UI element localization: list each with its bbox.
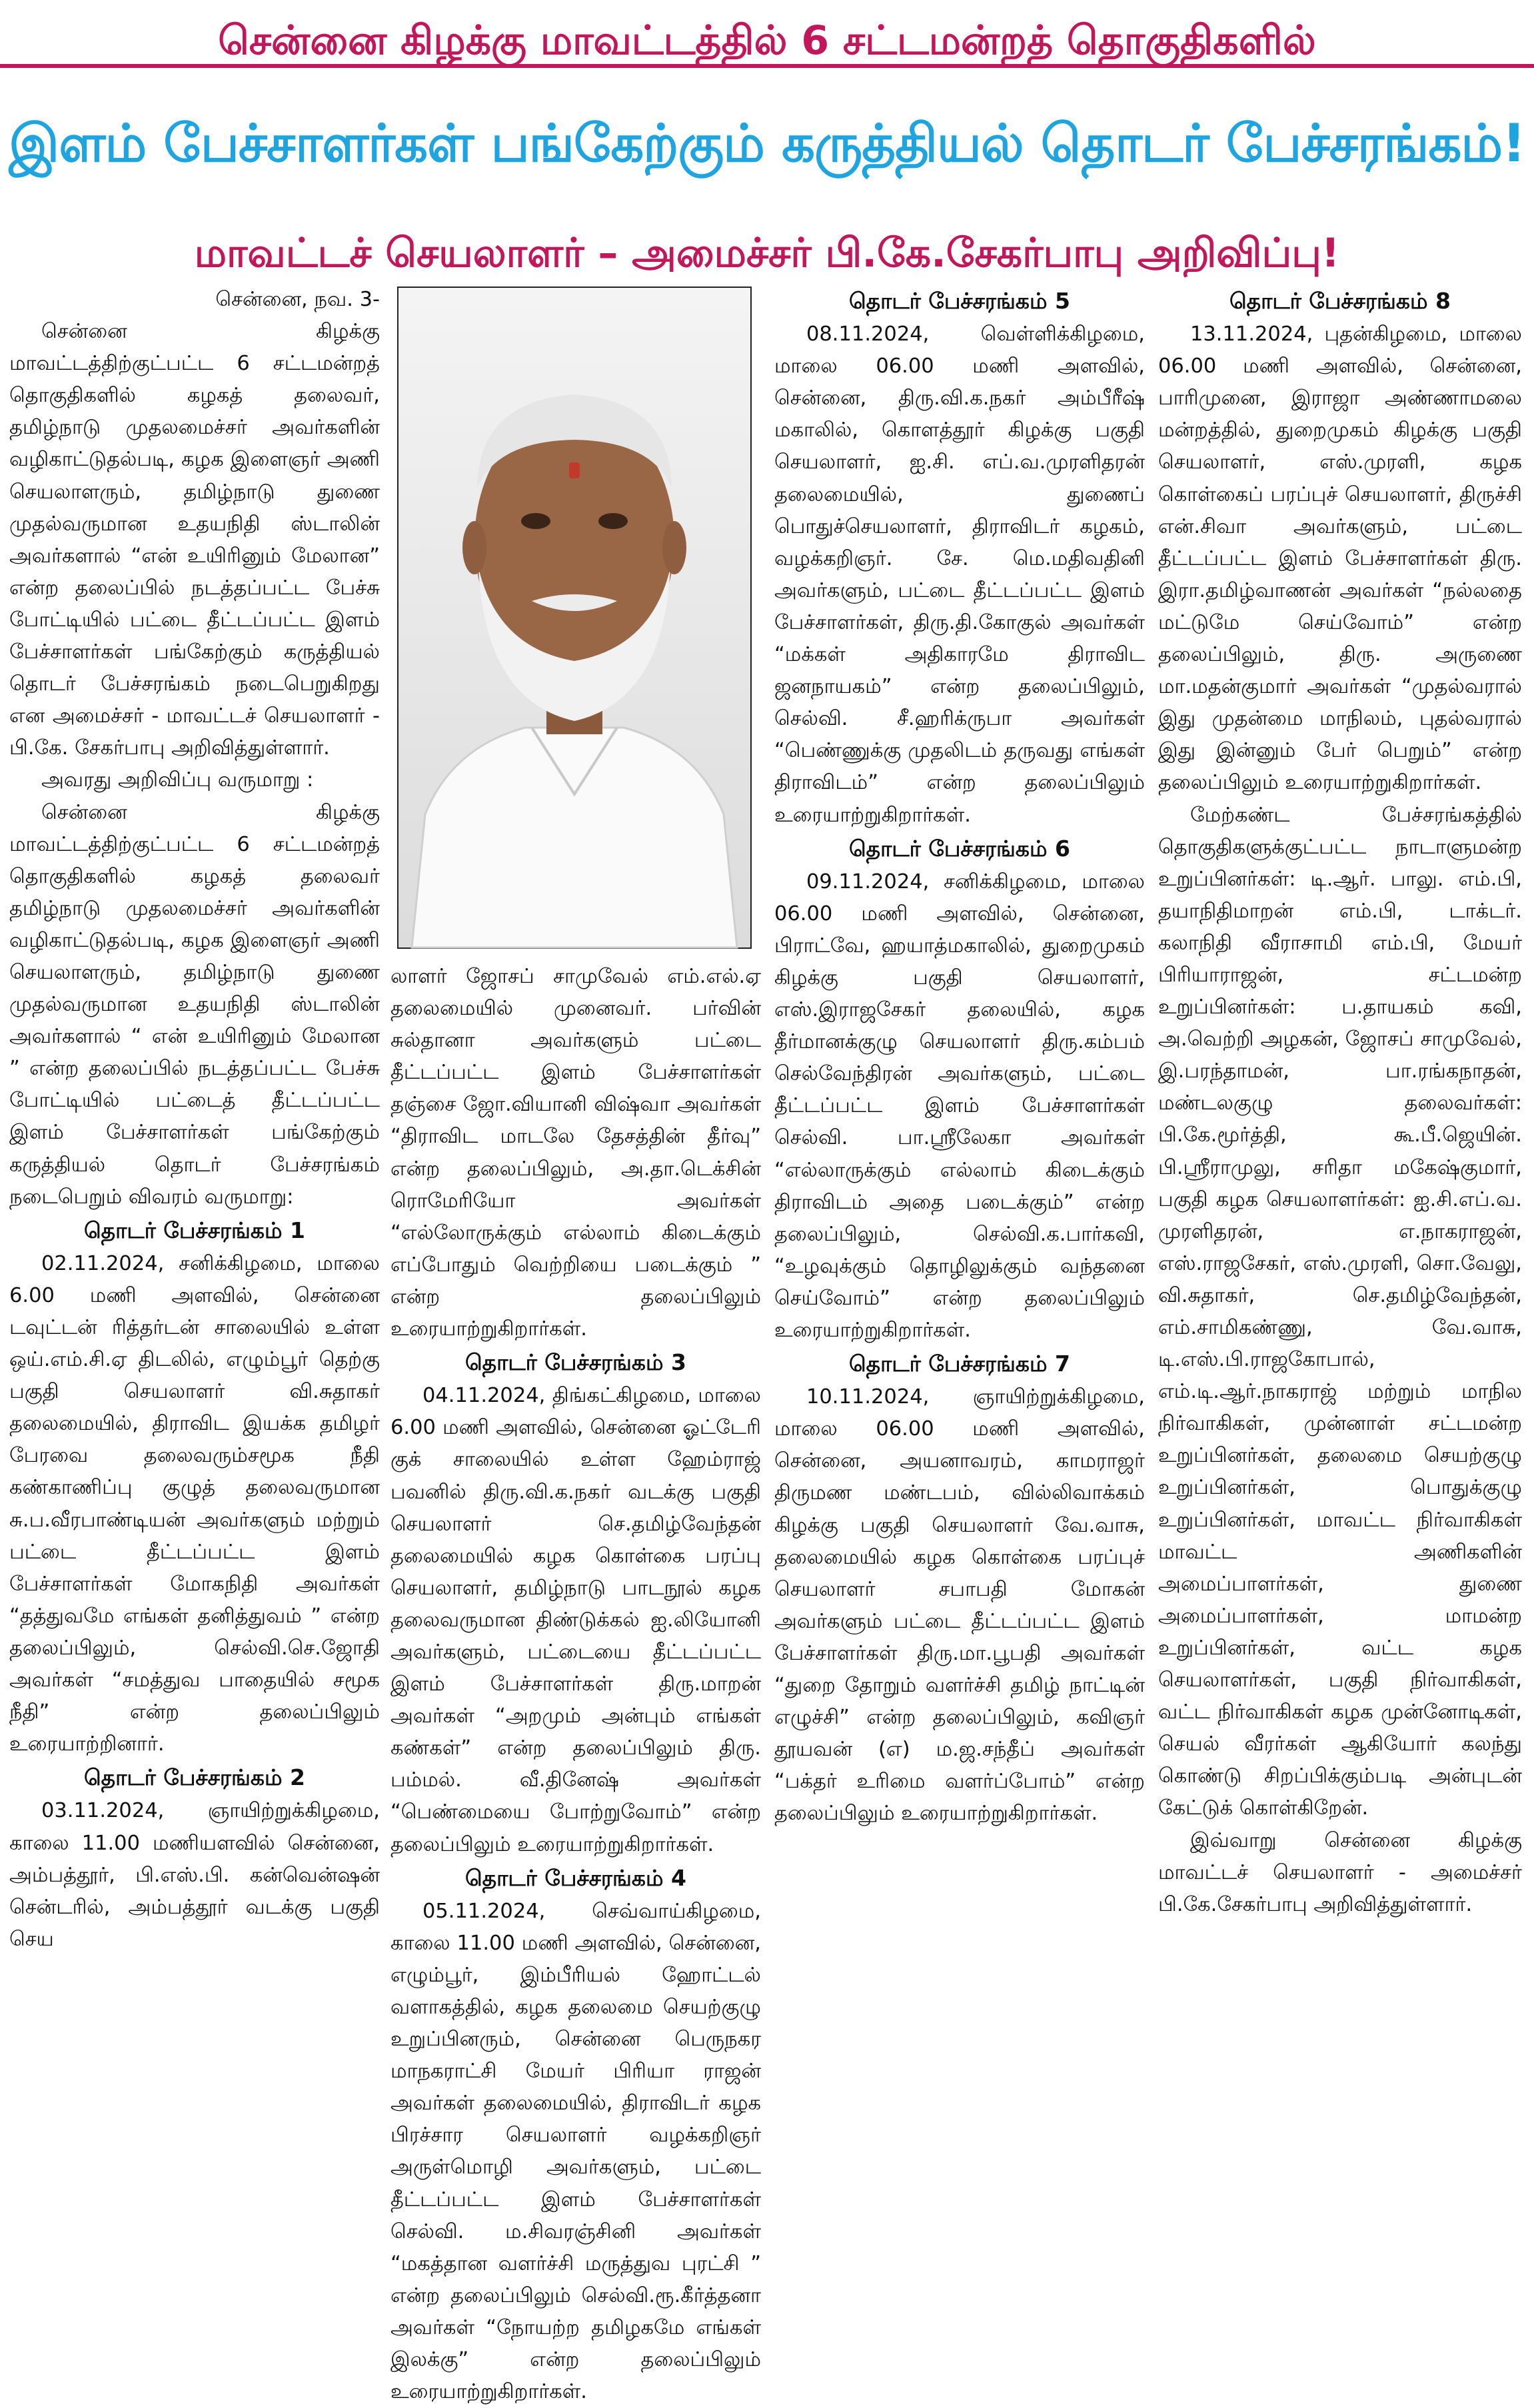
intro-paragraph: சென்னை கிழக்கு மாவட்டத்திற்குட்பட்ட 6 சட்டமன்றத் தொகுதிகளில் கழகத் தலைவர், தமிழ்நாடு முதலமைச்சர் அவர்களின் வழிகாட்டுதல்படி, கழக இளைஞர் அணி செயலாளரும், தமிழ்நாடு துணை முதல்வருமான உதயநிதி ஸ்டாலின் அவர்களால் “என் உயிரினும் மேலான” என்ற தலைப்பில் நடத்தப்பட்ட பேச்சு போட்டியில் பட்டை தீட்டப்பட்ட இளம் பேச்சாளர்கள் பங்கேற்கும் கருத்தியல் தொடர் பேச்சரங்கம் நடைபெறுகிறது என அமைச்சர் - மாவட்டச் செயலாளர் - பி.கே. சேகர்பாபு அறிவித்துள்ளார். (9, 320, 380, 760)
session-8-heading: தொடர் பேச்சரங்கம் 8 (1229, 288, 1451, 314)
dateline: சென்னை, நவ. 3- (215, 288, 380, 311)
article-column-3 (774, 284, 1145, 2120)
kicker-rule (0, 64, 1534, 68)
session-8-body: 13.11.2024, புதன்கிழமை, மாலை 06.00 மணி அளவில், சென்னை, பாரிமுனை, இராஜா அண்ணாமலை மன்றத்தில், துறைமுகம் கிழக்கு பகுதி செயலாளர், எஸ்.முரளி, கழக கொள்கைப் பரப்புச் செயலாளர், திருச்சி என்.சிவா அவர்களும், பட்டை தீட்டப்பட்ட இளம் பேச்சாளர்கள் திரு. இரா.தமிழ்வாணன் அவர்கள் “நல்லதை மட்டுமே செய்வோம்” என்ற தலைப்பிலும், திரு. அருணை மா.மதன்குமார் அவர்கள் “முதல்வரால் இது முதன்மை மாநிலம், புதல்வரால் இது இன்னும் பேர் பெறும்” என்ற தலைப்பிலும் உரையாற்றுகிறார்கள். (1158, 322, 1522, 795)
portrait-photo (397, 287, 752, 949)
session-2-continued: லாளர் ஜோசப் சாமுவேல் எம்.எல்.ஏ தலைமையில் முனைவர். பர்வின் சுல்தானா அவர்களும் பட்டை தீட்டப்பட்ட இளம் பேச்சாளர்கள் தஞ்சை ஜோ.வியானி விஷ்வா அவர்கள் “திராவிட மாடலே தேசத்தின் தீர்வு” என்ற தலைப்பிலும், அ.தா.டெக்சின் ரொமேரியோ அவர்கள் “எல்லோருக்கும் எல்லாம் கிடைக்கும் எப்போதும் வெற்றியை படைக்கும் ” என்ற தலைப்பிலும் உரையாற்றுகிறார்கள். (390, 965, 761, 1341)
session-3-body: 04.11.2024, திங்கட்கிழமை, மாலை 6.00 மணி அளவில், சென்னை ஓட்டேரி குக் சாலையில் உள்ள ஹேம்ராஜ் பவனில் திரு.வி.க.நகர் வடக்கு பகுதி செயலாளர் செ.தமிழ்வேந்தன் தலைமையில் கழக கொள்கை பரப்பு செயலாளர், தமிழ்நாடு பாடநூல் கழக தலைவருமான திண்டுக்கல் ஐ.லியோனி அவர்களும், பட்டையை தீட்டப்பட்ட இளம் பேச்சாளர்கள் திரு.மாறன் அவர்கள் “அறமும் அன்பும் எங்கள் கண்கள்” என்ற தலைப்பிலும் திரு. பம்மல். வீ.தினேஷ் அவர்கள் “பெண்மையை போற்றுவோம்” என்ற தலைப்பிலும் உரையாற்றுகிறார்கள். (390, 1384, 761, 1856)
session-5-heading: தொடர் பேச்சரங்கம் 5 (848, 288, 1070, 314)
session-6-heading: தொடர் பேச்சரங்கம் 6 (848, 835, 1070, 862)
session-6-body: 09.11.2024, சனிக்கிழமை, மாலை 06.00 மணி அளவில், சென்னை, பிராட்வே, ஹயாத்மகாலில், துறைமுகம் கிழக்கு பகுதி செயலாளர், எஸ்.இராஜசேகர் தலையில், கழக தீர்மானக்குழு செயலாளர் திரு.கம்பம் செல்வேந்திரன் அவர்களும், பட்டை தீட்டப்பட்ட இளம் பேச்சாளர்கள் செல்வி. பா.ஸ்ரீலேகா அவர்கள் “எல்லாருக்கும் எல்லாம் கிடைக்கும் திராவிடம் அதை படைக்கும்” என்ற தலைப்பிலும், செல்வி.க.பார்கவி, “உழவுக்கும் தொழிலுக்கும் வந்தனை செய்வோம்” என்ற தலைப்பிலும் உரையாற்றுகிறார்கள். (774, 870, 1145, 1342)
session-2-heading: தொடர் பேச்சரங்கம் 2 (83, 1764, 305, 1791)
session-3-heading: தொடர் பேச்சரங்கம் 3 (464, 1349, 686, 1376)
session-1-body: 02.11.2024, சனிக்கிழமை, மாலை 6.00 மணி அளவில், சென்னை டவுட்டன் ரித்தர்டன் சாலையில் உள்ள ஒய்.எம்.சி.ஏ திடலில், எழும்பூர் தெற்கு பகுதி செயலாளர் வி.சுதாகர் தலைமையில், திராவிட இயக்க தமிழர் பேரவை தலைவரும்சமூக நீதி கண்காணிப்பு குழுத் தலைவருமான சு.ப.வீரபாண்டியன் அவர்களும் மற்றும் பட்டை தீட்டப்பட்ட இளம் பேச்சாளர்கள் மோகநிதி அவர்கள் “தத்துவமே எங்கள் தனித்துவம் ” என்ற தலைப்பிலும், செல்வி.செ.ஜோதி அவர்கள் “சமத்துவ பாதையில் சமூக நீதி” என்ற தலைப்பிலும் உரையாற்றினார். (9, 1251, 380, 1756)
subheadline: மாவட்டச் செயலாளர் – அமைச்சர் பி.கே.சேகர்பாபு அறிவிப்பு! (194, 230, 1340, 277)
session-4-heading: தொடர் பேச்சரங்கம் 4 (464, 1864, 686, 1891)
session-1-heading: தொடர் பேச்சரங்கம் 1 (83, 1217, 305, 1243)
session-7-body: 10.11.2024, ஞாயிற்றுக்கிழமை, மாலை 06.00 மணி அளவில், சென்னை, அயனாவரம், காமராஜர் திருமண மண்டபம், வில்லிவாக்கம் கிழக்கு பகுதி செயலாளர் வே.வாசு, தலைமையில் கழக கொள்கை பரப்புச் செயலாளர் சபாபதி மோகன் அவர்களும் பட்டை தீட்டப்பட்ட இளம் பேச்சாளர்கள் திரு.மா.பூபதி அவர்கள் “துறை தோறும் வளர்ச்சி தமிழ் நாட்டின் எழுச்சி” என்ற தலைப்பிலும், கவிஞர் தூயவன் (எ) ம.ஜ.சந்தீப் அவர்கள் “பக்தர் உரிமை வளர்ப்போம்” என்ற தலைப்பிலும் உரையாற்றுகிறார்கள். (774, 1385, 1145, 1826)
closing-paragraph-1: மேற்கண்ட பேச்சரங்கத்தில் தொகுதிகளுக்குட்பட்ட நாடாளுமன்ற உறுப்பினர்கள்: டி.ஆர். பாலு. எம்.பி, தயாநிதிமாறன் எம்.பி, டாக்டர். கலாநிதி வீராசாமி எம்.பி, மேயர் பிரியாராஜன், சட்டமன்ற உறுப்பினர்கள்: ப.தாயகம் கவி, அ.வெற்றி அழகன், ஜோசப் சாமுவேல், இ.பரந்தாமன், பா.ரங்கநாதன், மண்டலகுழு தலைவர்கள்: பி.கே.மூர்த்தி, கூ.பீ.ஜெயின். பி.ஸ்ரீராமுலு, சரிதா மகேஷ்குமார், பகுதி கழக செயலாளர்கள்: ஐ.சி.எப்.வ. முரளிதரன், எ.நாகராஜன், எஸ்.ராஜசேகர், எஸ்.முரளி, சொ.வேலு, வி.சுதாகர், செ.தமிழ்வேந்தன், எம்.சாமிகண்ணு, வே.வாசு, டி.எஸ்.பி.ராஜகோபால், எம்.டி.ஆர்.நாகராஜ் மற்றும் மாநில நிர்வாகிகள், முன்னாள் சட்டமன்ற உறுப்பினர்கள், தலைமை செயற்குழு உறுப்பினர்கள், பொதுக்குழு உறுப்பினர்கள், மாவட்ட நிர்வாகிகள் மாவட்ட அணிகளின் அமைப்பாளர்கள், துணை அமைப்பாளர்கள், மாமன்ற உறுப்பினர்கள், வட்ட கழக செயலாளர்கள், பகுதி நிர்வாகிகள், வட்ட நிர்வாகிகள் கழக முன்னோடிகள், செயல் வீரர்கள் ஆகியோர் கலந்து கொண்டு சிறப்பிக்கும்படி அன்புடன் கேட்டுக் கொள்கிறேன். (1158, 803, 1522, 1820)
kicker-line: சென்னை கிழக்கு மாவட்டத்தில் 6 சட்டமன்றத் தொகுதிகளில் (218, 17, 1316, 64)
session-7-heading: தொடர் பேச்சரங்கம் 7 (848, 1351, 1070, 1377)
session-2-body: 03.11.2024, ஞாயிற்றுக்கிழமை, காலை 11.00 மணியளவில் சென்னை, அம்பத்தூர், பி.எஸ்.பி. கன்வென்ஷன் சென்டரில், அம்பத்தூர் வடக்கு பகுதி செய (9, 1799, 380, 1951)
announce-line: அவரது அறிவிப்பு வருமாறு : (41, 768, 314, 792)
article-column-1 (9, 284, 380, 2120)
closing-paragraph-2: இவ்வாறு சென்னை கிழக்கு மாவட்டச் செயலாளர் - அமைச்சர் பி.கே.சேகர்பாபு அறிவித்துள்ளார். (1158, 1828, 1522, 1916)
session-4-body: 05.11.2024, செவ்வாய்கிழமை, காலை 11.00 மணி அளவில், சென்னை, எழும்பூர், இம்பீரியல் ஹோட்டல் வளாகத்தில், கழக தலைமை செயற்குழு உறுப்பினரும், சென்னை பெருநகர மாநகராட்சி மேயர் பிரியா ராஜன் அவர்கள் தலைமையில், திராவிடர் கழக பிரச்சார செயலாளர் வழக்கறிஞர் அருள்மொழி அவர்களும், பட்டை தீட்டப்பட்ட இளம் பேச்சாளர்கள் செல்வி. ம.சிவரஞ்சினி அவர்கள் “மகத்தான வளர்ச்சி மருத்துவ புரட்சி ” என்ற தலைப்பிலும் செல்வி.ரூ.கீர்த்தனா அவர்கள் “நோயற்ற தமிழகமே எங்கள் இலக்கு” என்ற தலைப்பிலும் உரையாற்றுகிறார்கள். (390, 1899, 761, 2404)
intro2-paragraph: சென்னை கிழக்கு மாவட்டத்திற்குட்பட்ட 6 சட்டமன்றத் தொகுதிகளில் கழகத் தலைவர் தமிழ்நாடு முதலமைச்சர் அவர்களின் வழிகாட்டுதல்படி, கழக இளைஞர் அணி செயலாளரும், தமிழ்நாடு துணை முதல்வருமான உதயநிதி ஸ்டாலின் அவர்களால் “ என் உயிரினும் மேலான ” என்ற தலைப்பில் நடத்தப்பட்ட பேச்சு போட்டியில் பட்டைத் தீட்டப்பட்ட இளம் பேச்சாளர்கள் பங்கேற்கும் கருத்தியல் தொடர் பேச்சரங்கம் நடைபெறும் விவரம் வருமாறு: (9, 800, 380, 1209)
article-column-2 (390, 961, 761, 2404)
portrait-photo-icon (398, 288, 750, 947)
headline: இளம் பேச்சாளர்கள் பங்கேற்கும் கருத்தியல் தொடர் பேச்சரங்கம்! (9, 114, 1525, 174)
session-5-body: 08.11.2024, வெள்ளிக்கிழமை, மாலை 06.00 மணி அளவில், சென்னை, திரு.வி.க.நகர் அம்பீரீஷ் மகாலில், கொளத்தூர் கிழக்கு பகுதி செயலாளர், ஐ.சி. எப்.வ.முரளிதரன் தலைமையில், துணைப் பொதுச்செயலாளர், திராவிடர் கழகம், வழக்கறிஞர். சே. மெ.மதிவதினி அவர்களும், பட்டை தீட்டப்பட்ட இளம் பேச்சாளர்கள், திரு.தி.கோகுல் அவர்கள் “மக்கள் அதிகாரமே திராவிட ஜனநாயகம்” என்ற தலைப்பிலும், செல்வி. சீ.ஹரிக்ருபா அவர்கள் “பெண்ணுக்கு முதலிடம் தருவது எங்கள் திராவிடம்” என்ற தலைப்பிலும் உரையாற்றுகிறார்கள். (774, 322, 1145, 827)
article-column-4 (1158, 284, 1522, 2120)
